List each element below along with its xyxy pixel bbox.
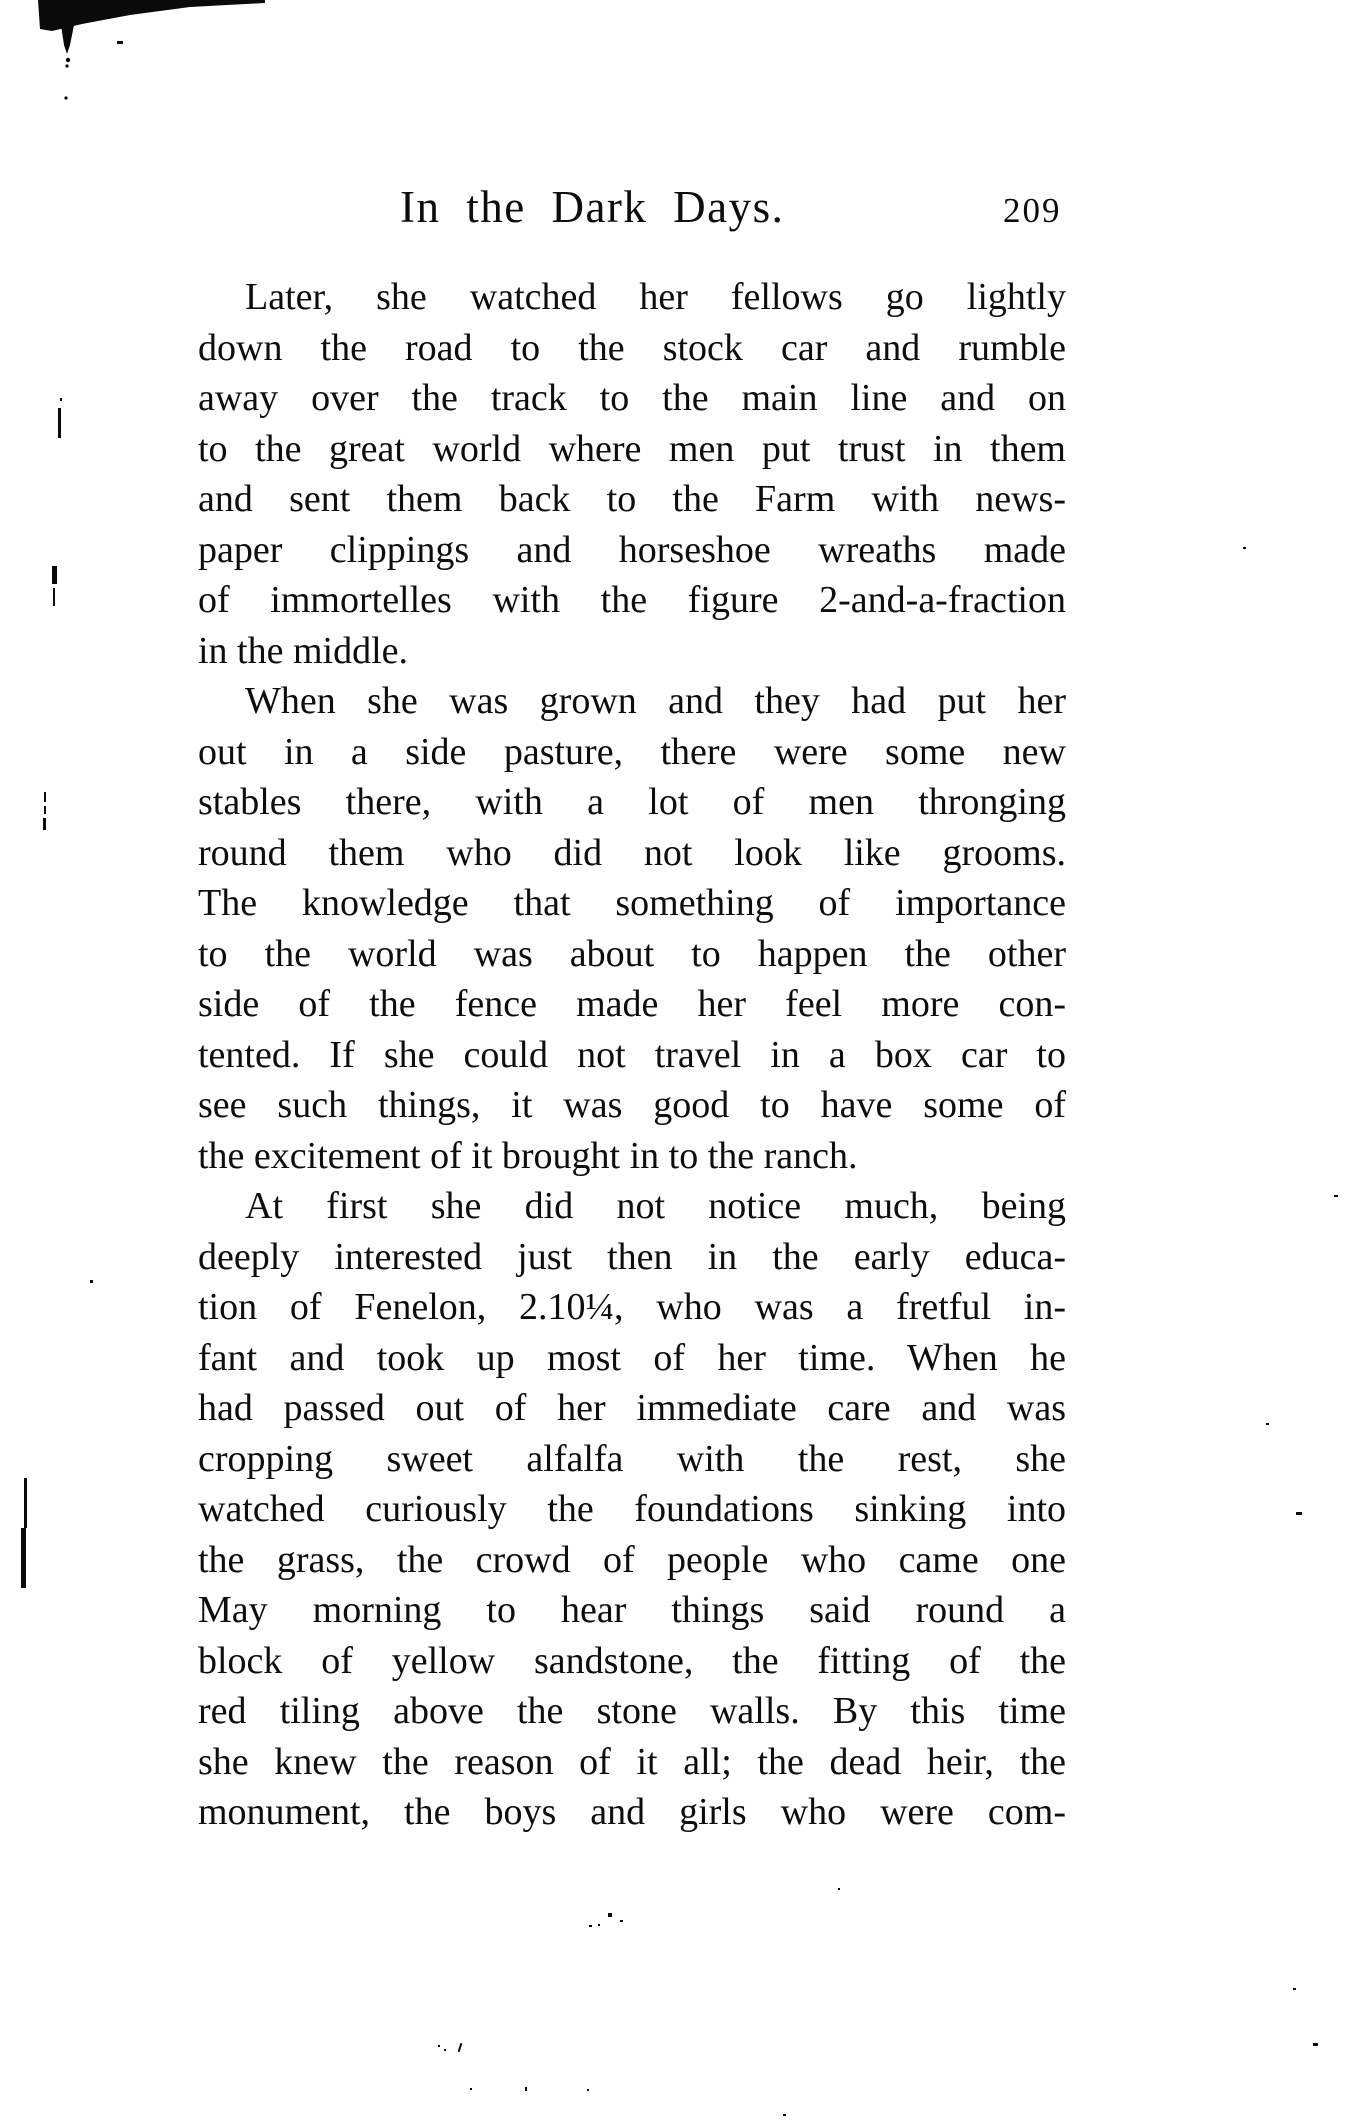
text-line: paper clippings and horseshoe wreaths made [198, 528, 1066, 571]
text-line: the grass, the crowd of people who came one [198, 1538, 1066, 1581]
scan-speck [1266, 1423, 1269, 1425]
scan-speck [1296, 1512, 1302, 1515]
text-line: tented. If she could not travel in a box car to [198, 1033, 1066, 1076]
scan-speck [470, 2088, 472, 2090]
margin-mark [53, 588, 55, 606]
margin-mark [44, 806, 46, 814]
text-line: of immortelles with the figure 2-and-a-fraction [198, 579, 1066, 621]
text-line: At first she did not notice much, being [245, 1185, 1066, 1227]
text-line: away over the track to the main line and on [198, 377, 1066, 419]
margin-mark [60, 398, 62, 401]
page-body-text [198, 272, 1066, 1838]
margin-mark [43, 818, 46, 830]
text-line: the excitement of it brought in to the ranch. [198, 1134, 858, 1177]
text-line: fant and took up most of her time. When he [198, 1336, 1066, 1379]
text-line: When she was grown and they had put her [245, 680, 1066, 722]
margin-mark [21, 1528, 26, 1588]
text-line: watched curiously the foundations sinking into [198, 1488, 1066, 1530]
text-line: block of yellow sandstone, the fitting of the [198, 1639, 1066, 1682]
scan-speck [589, 1925, 592, 1927]
scan-speck [1334, 1195, 1338, 1197]
scan-speck [838, 1888, 840, 1890]
text-line: in the middle. [198, 629, 409, 672]
scan-speck [444, 2049, 446, 2051]
text-line: side of the fence made her feel more con- [198, 983, 1066, 1025]
scan-speck [620, 1920, 623, 1922]
margin-mark [90, 1280, 93, 1283]
text-line: see such things, it was good to have some of [198, 1084, 1066, 1126]
scan-speck [525, 2087, 527, 2091]
scan-speck [458, 2043, 463, 2052]
text-line: she knew the reason of it all; the dead heir, the [198, 1740, 1066, 1783]
ink-blot-artifact [0, 0, 300, 110]
scan-speck [438, 2045, 440, 2047]
text-line: May morning to hear things said round a [198, 1589, 1066, 1631]
scan-speck [1293, 1988, 1296, 1990]
text-line: had passed out of her immediate care and was [198, 1387, 1066, 1429]
text-line: tion of Fenelon, 2.10¼, who was a fretful in- [198, 1286, 1066, 1328]
page-number: 209 [1003, 191, 1062, 230]
text-line: down the road to the stock car and rumble [198, 326, 1066, 369]
margin-mark [58, 408, 61, 438]
scan-speck [1243, 547, 1246, 549]
text-line: red tiling above the stone walls. By this time [198, 1690, 1066, 1732]
text-line: and sent them back to the Farm with news- [198, 478, 1066, 520]
text-line: stables there, with a lot of men thronging [198, 781, 1066, 823]
text-line: round them who did not look like grooms. [198, 831, 1066, 874]
text-line: Later, she watched her fellows go lightly [245, 276, 1066, 318]
page-title: In the Dark Days. [400, 182, 785, 232]
margin-mark [44, 792, 46, 802]
text-line: cropping sweet alfalfa with the rest, she [198, 1437, 1066, 1480]
text-line: to the great world where men put trust in them [198, 427, 1066, 470]
text-line: The knowledge that something of importance [198, 882, 1066, 924]
text-line: to the world was about to happen the other [198, 932, 1066, 975]
scan-speck [587, 2089, 589, 2091]
text-line: out in a side pasture, there were some new [198, 730, 1066, 773]
scan-speck [1313, 2043, 1318, 2046]
text-line: deeply interested just then in the early educa- [198, 1235, 1066, 1278]
margin-mark [24, 1478, 27, 1528]
scan-speck [783, 2114, 786, 2116]
scan-speck [598, 1924, 600, 1926]
margin-mark [52, 566, 57, 584]
scan-speck [608, 1913, 612, 1917]
text-line: monument, the boys and girls who were com- [198, 1791, 1066, 1833]
